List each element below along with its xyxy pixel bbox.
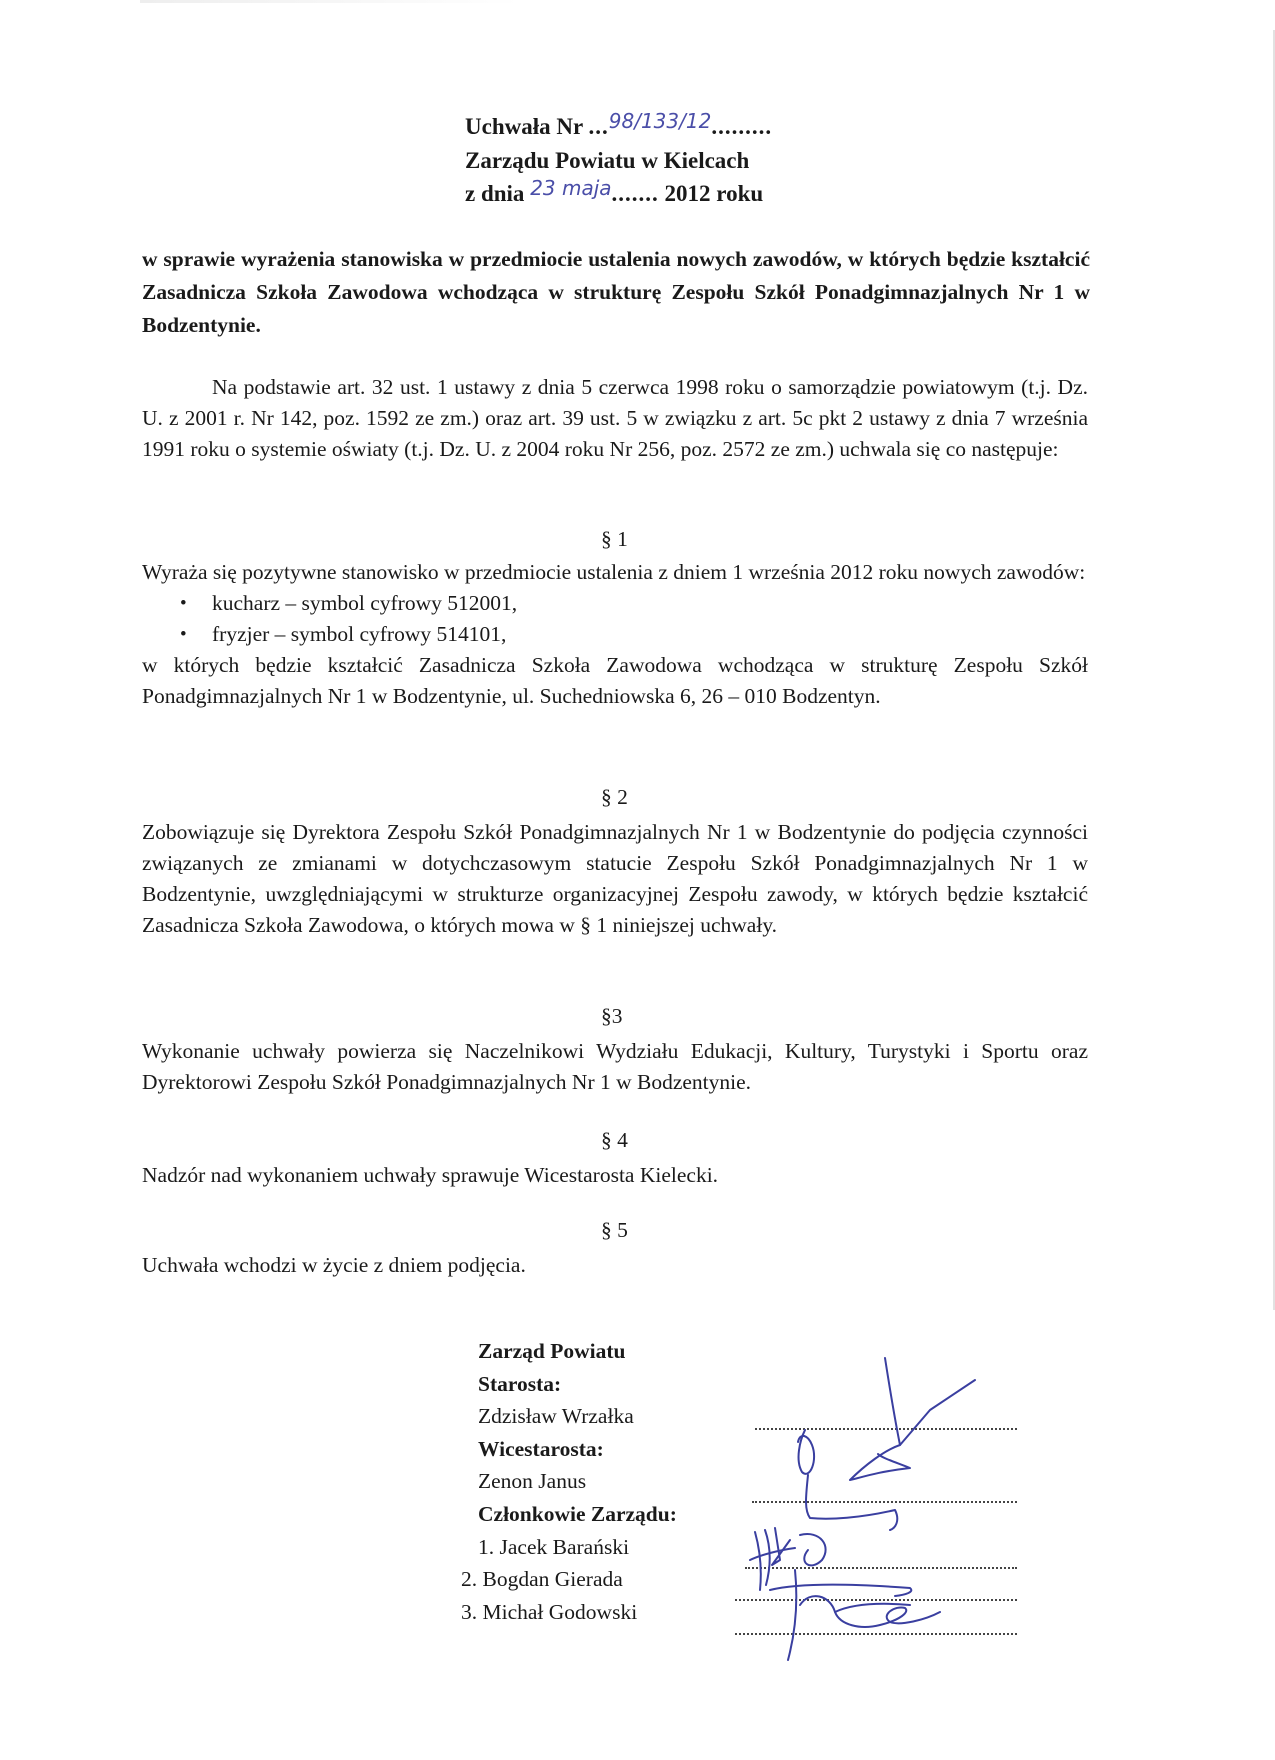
- section-1-intro: Wyraża się pozytywne stanowisko w przedmiocie ustalenia z dniem 1 września 2012 roku nowych zawodów:: [142, 560, 1086, 584]
- starosta-name: Zdzisław Wrzałka: [478, 1404, 634, 1429]
- scan-artifact: [140, 0, 520, 3]
- resolution-dots: ...: [588, 114, 609, 139]
- resolution-label: Uchwała Nr: [465, 114, 583, 139]
- section-1-outro: w których będzie kształcić Zasadnicza Szkoła Zawodowa wchodząca w strukturę Zespołu Szkół Ponadgimnazjalnych Nr 1 w Bodzentynie, ul. Suchedniowska 6, 26 – 010 Bodzentyn.: [142, 653, 1088, 708]
- date-prefix: z dnia: [465, 181, 525, 206]
- signature-block: [461, 1335, 677, 1628]
- wicestarosta-label: Wicestarosta:: [478, 1436, 604, 1461]
- members-label: Członkowie Zarządu:: [478, 1501, 677, 1526]
- member-name: 1. Jacek Barański: [478, 1534, 630, 1559]
- handwritten-signatures: [700, 1350, 1060, 1680]
- section-5-body: Uchwała wchodzi w życie z dniem podjęcia.: [142, 1253, 526, 1277]
- date-line: [465, 177, 772, 211]
- resolution-subject: w sprawie wyrażenia stanowiska w przedmiocie ustalenia nowych zawodów, w których będzie kształcić Zasadnicza Szkoła Zawodowa wchodząca w strukturę Zespołu Szkół Ponadgimnazjalnych Nr 1 w Bodzentynie.: [142, 247, 1090, 337]
- handwritten-date: 23 maja: [530, 176, 612, 200]
- section-4-heading: § 4: [601, 1128, 628, 1152]
- member-name: 3. Michał Godowski: [461, 1599, 638, 1624]
- legal-basis: Na podstawie art. 32 ust. 1 ustawy z dnia 5 czerwca 1998 roku o samorządzie powiatowym (t.j. Dz. U. z 2001 r. Nr 142, poz. 1592 ze zm.) oraz art. 39 ust. 5 w związku z art. 5c pkt 2 ustawy z dnia 7 września 1991 roku o systemie oświaty (t.j. Dz. U. z 2004 roku Nr 256, poz. 2572 ze zm.) uchwala się co następuje:: [142, 375, 1088, 461]
- section-2-body: Zobowiązuje się Dyrektora Zespołu Szkół Ponadgimnazjalnych Nr 1 w Bodzentynie do podjęcia czynności związanych ze zmianami w dotychczasowym statucie Zespołu Szkół Ponadgimnazjalnych Nr 1 w Bodzentynie, uwzględniającymi w strukturze organizacyjnej Zespołu zawody, w których będzie kształcić Zasadnicza Szkoła Zawodowa, o których mowa w § 1 niniejszej uchwały.: [142, 820, 1088, 937]
- section-2-heading: § 2: [601, 785, 628, 809]
- list-item: • kucharz – symbol cyfrowy 512001,: [142, 588, 1088, 619]
- resolution-number-line: [465, 110, 772, 144]
- section-1-heading: § 1: [601, 527, 628, 551]
- handwritten-resolution-number: 98/133/12: [608, 109, 712, 133]
- list-item: • fryzjer – symbol cyfrowy 514101,: [142, 619, 1088, 650]
- wicestarosta-name: Zenon Janus: [478, 1469, 587, 1494]
- section-3-body: Wykonanie uchwały powierza się Naczelnikowi Wydziału Edukacji, Kultury, Turystyki i Sportu oraz Dyrektorowi Zespołu Szkół Ponadgimnazjalnych Nr 1 w Bodzentynie.: [142, 1039, 1088, 1094]
- board-line: Zarządu Powiatu w Kielcach: [465, 148, 750, 173]
- section-3-heading: §3: [601, 1004, 623, 1028]
- resolution-dots-after: .........: [711, 114, 773, 139]
- professions-list: [142, 588, 1088, 650]
- section-5-heading: § 5: [601, 1218, 628, 1242]
- starosta-label: Starosta:: [478, 1371, 562, 1396]
- section-4-body: Nadzór nad wykonaniem uchwały sprawuje Wicestarosta Kielecki.: [142, 1163, 719, 1187]
- section-1-body: [142, 557, 1088, 712]
- member-name: 2. Bogdan Gierada: [461, 1567, 623, 1592]
- date-suffix: 2012 roku: [664, 181, 764, 206]
- resolution-header: [465, 110, 772, 211]
- date-dots: .......: [611, 181, 659, 206]
- board-label: Zarząd Powiatu: [478, 1339, 626, 1363]
